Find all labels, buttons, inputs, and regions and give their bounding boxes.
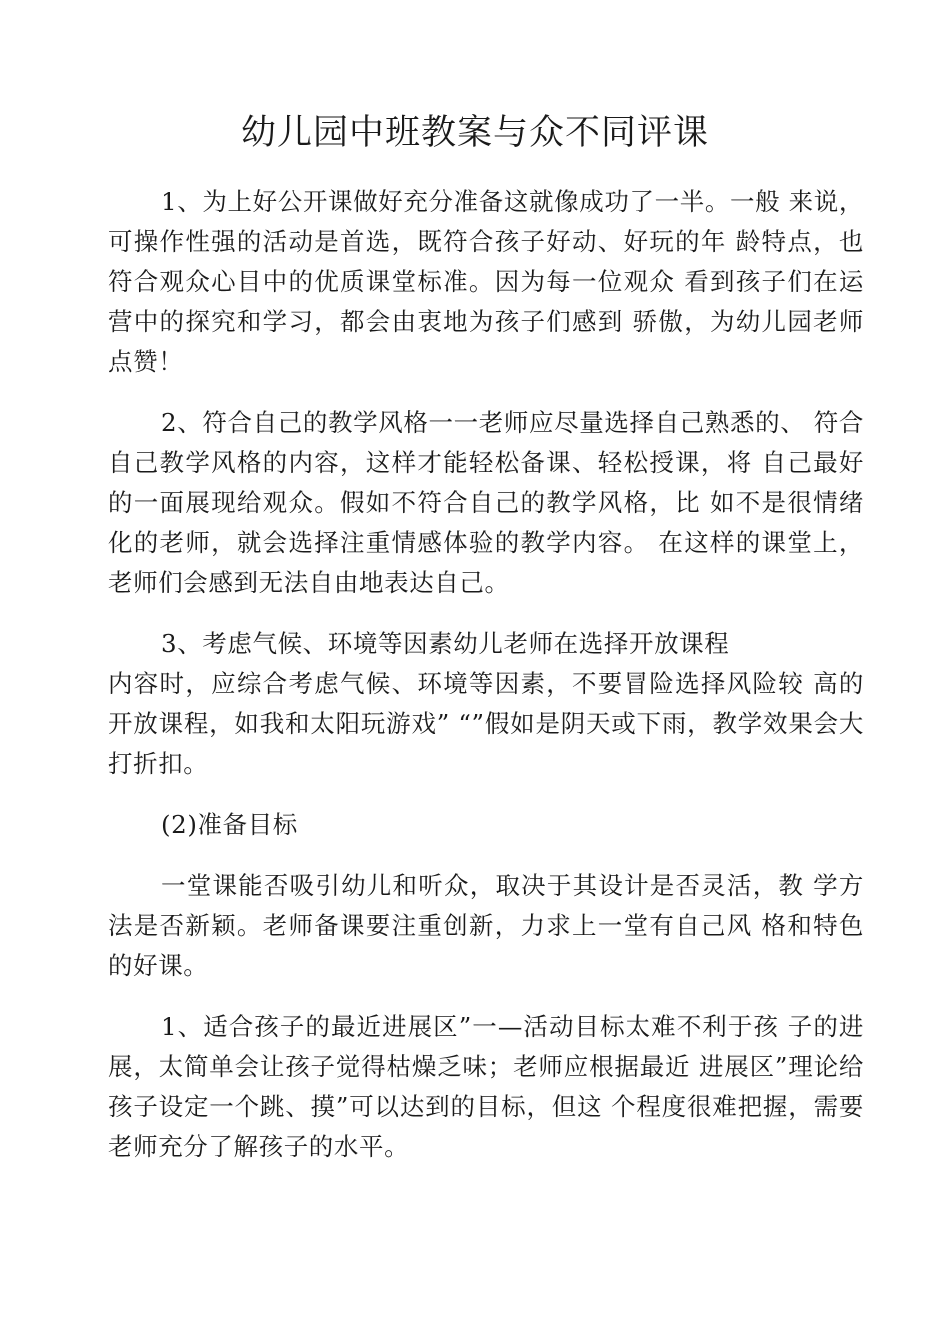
paragraph-1: 1、为上好公开课做好充分准备这就像成功了一半。一般 来说，可操作性强的活动是首选，既符合孩子好动、好玩的年 龄特点，也符合观众心目中的优质课堂标准。因为每一位观众 看到孩子们在运营中的探究和学习，都会由衷地为孩子们感到 骄傲，为幼儿园老师点赞！ — [108, 187, 864, 376]
paragraph-3-body: 内容时，应综合考虑气候、环境等因素，不要冒险选择风险较 高的开放课程，如我和太阳玩游戏” “”假如是阴天或下雨，教学效果会大打折扣。 — [108, 669, 864, 778]
paragraph-5: 1、适合孩子的最近进展区”一—活动目标太难不利于孩 子的进展，太简单会让孩子觉得枯燥乏味；老师应根据最近 进展区”理论给孩子设定一个跳、摸”可以达到的目标，但这 个程度很难把握，需要老师充分了解孩子的水平。 — [108, 1012, 864, 1161]
document-body — [108, 182, 864, 1188]
paragraph-3-heading: 3、考虑气候、环境等因素幼儿老师在选择开放课程 — [161, 629, 730, 658]
section-heading-goals: (2)准备目标 — [161, 810, 298, 839]
paragraph-2: 2、符合自己的教学风格一一老师应尽量选择自己熟悉的、 符合自己教学风格的内容，这样才能轻松备课、轻松授课，将 自己最好的一面展现给观众。假如不符合自己的教学风格，比 如不是很情绪化的老师，就会选择注重情感体验的教学内容。 在这样的课堂上，老师们会感到无法自由地表达自己。 — [108, 408, 864, 597]
document-title: 幼儿园中班教案与众不同评课 — [240, 113, 709, 153]
paragraph-4: 一堂课能否吸引幼儿和听众，取决于其设计是否灵活，教 学方法是否新颖。老师备课要注重创新，力求上一堂有自己风 格和特色的好课。 — [108, 871, 864, 980]
